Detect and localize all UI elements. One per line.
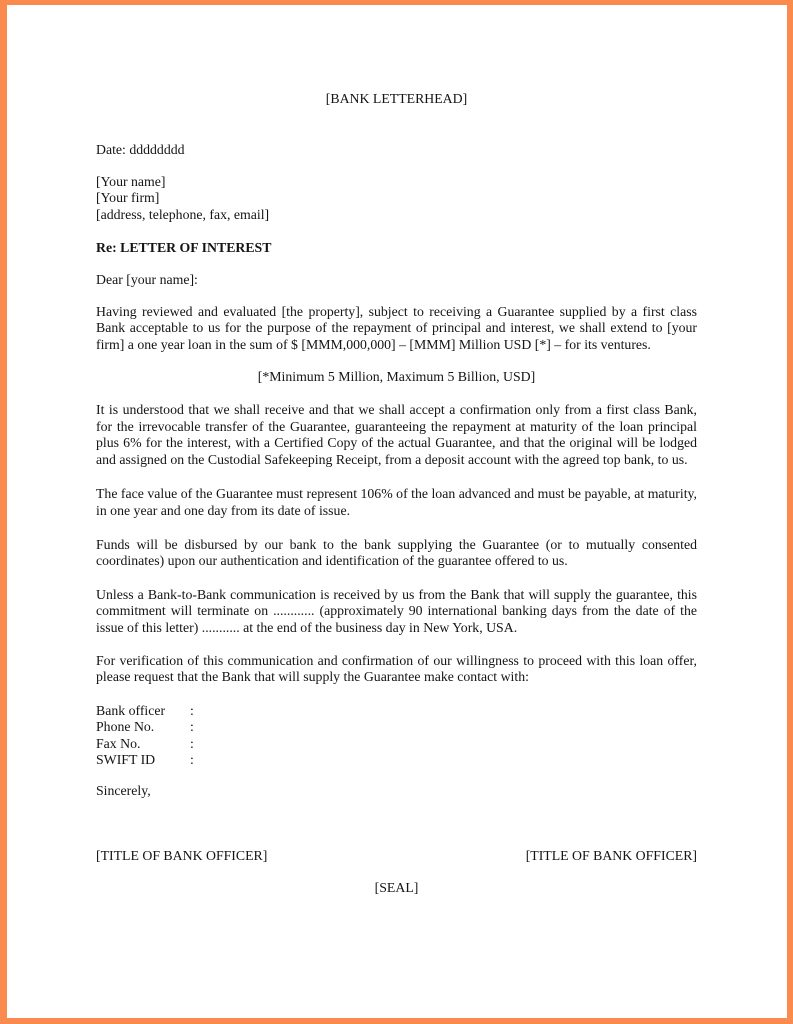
contact-label: Phone No.	[96, 719, 155, 735]
closing: Sincerely,	[96, 783, 151, 799]
contact-colon: :	[190, 702, 194, 718]
date-line: Date: dddddddd	[96, 142, 185, 158]
paragraph-termination: Unless a Bank-to-Bank communication is received by us from the Bank that will supply the guarantee, this commitment will terminate on ............ (approximately 90 international banking days from the date of the issue of this letter) ........... at the end of the business day in New York, USA.	[96, 586, 697, 635]
sender-address-line: [address, telephone, fax, email]	[96, 206, 270, 222]
signature-row	[96, 848, 697, 864]
paragraph-verification: For verification of this communication and confirmation of our willingness to proceed with this loan offer, please request that the Bank that will supply the Guarantee make contact with:	[96, 652, 697, 685]
seal-placeholder: [SEAL]	[374, 880, 419, 896]
contact-label: SWIFT ID	[96, 751, 156, 767]
contact-label: Fax No.	[96, 735, 141, 751]
paragraph-face-value: The face value of the Guarantee must represent 106% of the loan advanced and must be payable, at maturity, in one year and one day from its date of issue.	[96, 486, 697, 518]
contact-row-phone	[96, 719, 697, 735]
contact-colon: :	[190, 751, 194, 767]
letter-content	[7, 5, 787, 897]
contact-colon: :	[190, 719, 194, 735]
contact-label: Bank officer	[96, 702, 166, 718]
contact-row-bank-officer	[96, 703, 697, 719]
sender-name-line: [Your name]	[96, 173, 166, 189]
sender-firm-line: [Your firm]	[96, 190, 160, 206]
contact-block	[96, 703, 697, 769]
salutation: Dear [your name]:	[96, 272, 198, 288]
signature-title-right: [TITLE OF BANK OFFICER]	[525, 847, 697, 863]
letterhead-placeholder: [BANK LETTERHEAD]	[325, 91, 468, 106]
contact-colon: :	[190, 735, 194, 751]
paragraph-guarantee-terms: It is understood that we shall receive and that we shall accept a confirmation only from a first class Bank, for the irrevocable transfer of the Guarantee, guaranteeing the repayment at maturity of the loan principal plus 6% for the interest, with a Certified Copy of the actual Guarantee, and that the original will be lodged and assigned on the Custodial Safekeeping Receipt, from a deposit account with the agreed top bank, to us.	[96, 402, 697, 467]
subject-line: Re: LETTER OF INTEREST	[96, 240, 272, 256]
contact-row-swift	[96, 752, 697, 768]
minimum-maximum-note: [*Minimum 5 Million, Maximum 5 Billion, USD]	[257, 369, 536, 385]
sender-block	[96, 174, 697, 223]
contact-row-fax	[96, 736, 697, 752]
paragraph-offer: Having reviewed and evaluated [the property], subject to receiving a Guarantee supplied by a first class Bank acceptable to us for the purpose of the repayment of principal and interest, we shall extend to [your firm] a one year loan in the sum of $ [MMM,000,000] – [MMM] Million USD [*] – for its ventures.	[96, 303, 697, 352]
paragraph-funds-disbursement: Funds will be disbursed by our bank to the bank supplying the Guarantee (or to mutually consented coordinates) upon our authentication and identification of the guarantee offered to us.	[96, 536, 697, 569]
signature-title-left: [TITLE OF BANK OFFICER]	[96, 847, 268, 863]
